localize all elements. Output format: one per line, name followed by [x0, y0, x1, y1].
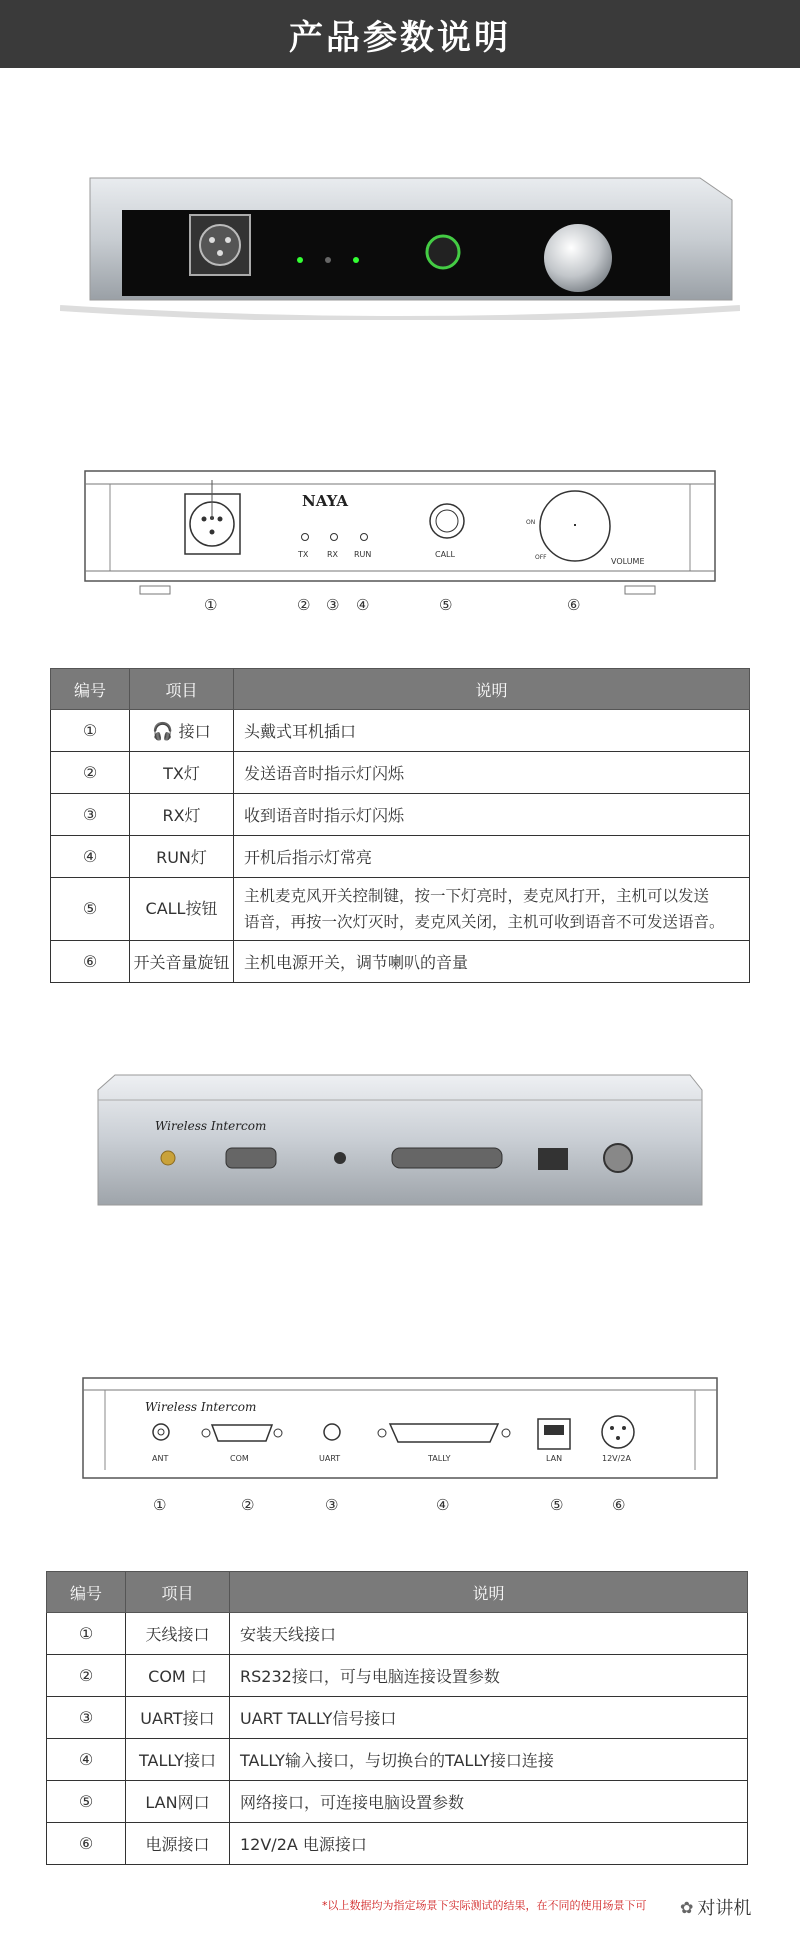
row-item: COM 口	[126, 1655, 230, 1697]
row-desc: 头戴式耳机插口	[234, 710, 750, 752]
front-off-label: OFF	[535, 554, 547, 561]
row-desc: 安装天线接口	[230, 1613, 748, 1655]
row-item	[130, 710, 234, 752]
row-num: ④	[51, 836, 130, 878]
headphone-icon: 🎧	[152, 722, 174, 742]
table-header-row	[51, 669, 750, 710]
row-item: CALL按钮	[130, 878, 234, 941]
wechat-icon: ✿	[680, 1897, 694, 1917]
col-header-item: 项目	[126, 1572, 230, 1613]
front-spec-table	[50, 668, 750, 983]
rear-tally-label: TALLY	[428, 1454, 451, 1463]
table-row	[51, 752, 750, 794]
row-desc: 开机后指示灯常亮	[234, 836, 750, 878]
row-item: 天线接口	[126, 1613, 230, 1655]
table-row	[47, 1823, 748, 1865]
front-call-label: CALL	[435, 550, 455, 559]
rear-ant-label: ANT	[152, 1454, 169, 1463]
watermark-text: 对讲机	[697, 1898, 752, 1919]
front-num-1: ①	[204, 596, 218, 614]
row-num: ⑥	[51, 941, 130, 983]
rear-num-2: ②	[241, 1496, 255, 1514]
front-brand: NAYA	[302, 492, 348, 510]
table-row	[47, 1655, 748, 1697]
row-desc: UART TALLY信号接口	[230, 1697, 748, 1739]
row-item: RX灯	[130, 794, 234, 836]
rear-num-4: ④	[436, 1496, 450, 1514]
row-num: ②	[47, 1655, 126, 1697]
rear-power-label: 12V/2A	[602, 1454, 631, 1463]
rear-lan-label: LAN	[546, 1454, 563, 1463]
front-callout-lines	[0, 480, 800, 520]
row-num: ④	[47, 1739, 126, 1781]
front-run-label: RUN	[354, 550, 372, 559]
table-row	[51, 878, 750, 941]
row-desc: RS232接口，可与电脑连接设置参数	[230, 1655, 748, 1697]
table-row	[47, 1739, 748, 1781]
row-item: 开关音量旋钮	[130, 941, 234, 983]
page-title: 产品参数说明	[289, 17, 511, 58]
front-rx-label: RX	[327, 550, 339, 559]
row-num: ①	[51, 710, 130, 752]
rear-panel-diagram	[80, 1375, 720, 1485]
row-num: ②	[51, 752, 130, 794]
row-num: ⑤	[47, 1781, 126, 1823]
row-desc-line2: 语音，再按一次灯灭时，麦克风关闭，主机可收到语音不可发送语音。	[244, 913, 725, 931]
row-desc: 12V/2A 电源接口	[230, 1823, 748, 1865]
row-item: 电源接口	[126, 1823, 230, 1865]
front-panel-photo	[60, 170, 740, 320]
row-desc: 主机电源开关，调节喇叭的音量	[234, 941, 750, 983]
watermark	[680, 1894, 751, 1920]
front-on-label: ON	[526, 519, 536, 526]
page-header	[0, 0, 800, 68]
row-num: ⑥	[47, 1823, 126, 1865]
row-item: LAN网口	[126, 1781, 230, 1823]
table-row	[47, 1697, 748, 1739]
front-num-6: ⑥	[567, 596, 581, 614]
row-item: RUN灯	[130, 836, 234, 878]
row-item: TX灯	[130, 752, 234, 794]
row-item-label: 接口	[178, 722, 211, 741]
row-num: ①	[47, 1613, 126, 1655]
table-row	[47, 1781, 748, 1823]
table-row	[51, 794, 750, 836]
front-volume-label: VOLUME	[611, 557, 645, 566]
table-row	[51, 710, 750, 752]
rear-photo-brand: Wireless Intercom	[155, 1119, 267, 1133]
rear-uart-label: UART	[319, 1454, 341, 1463]
row-desc-line1: 主机麦克风开关控制键，按一下灯亮时，麦克风打开，主机可以发送	[244, 887, 710, 905]
row-item: TALLY接口	[126, 1739, 230, 1781]
rear-diagram-brand: Wireless Intercom	[145, 1400, 257, 1414]
front-num-4: ④	[356, 596, 370, 614]
table-row	[51, 836, 750, 878]
table-row	[47, 1613, 748, 1655]
rear-num-3: ③	[325, 1496, 339, 1514]
table-row	[51, 941, 750, 983]
table-header-row	[47, 1572, 748, 1613]
col-header-desc: 说明	[234, 669, 750, 710]
row-desc: 网络接口，可连接电脑设置参数	[230, 1781, 748, 1823]
col-header-num: 编号	[51, 669, 130, 710]
front-tx-label: TX	[298, 550, 309, 559]
rear-num-6: ⑥	[612, 1496, 626, 1514]
rear-num-1: ①	[153, 1496, 167, 1514]
rear-panel-photo	[90, 1070, 710, 1220]
row-num: ③	[47, 1697, 126, 1739]
front-num-5: ⑤	[439, 596, 453, 614]
col-header-desc: 说明	[230, 1572, 748, 1613]
rear-com-label: COM	[230, 1454, 249, 1463]
row-desc: 发送语音时指示灯闪烁	[234, 752, 750, 794]
col-header-item: 项目	[130, 669, 234, 710]
col-header-num: 编号	[47, 1572, 126, 1613]
front-num-3: ③	[326, 596, 340, 614]
rear-num-5: ⑤	[550, 1496, 564, 1514]
rear-spec-table	[46, 1571, 748, 1865]
row-desc	[234, 878, 750, 941]
row-num: ⑤	[51, 878, 130, 941]
footnote: *以上数据均为指定场景下实际测试的结果，在不同的使用场景下可	[322, 1899, 647, 1912]
row-num: ③	[51, 794, 130, 836]
row-desc: 收到语音时指示灯闪烁	[234, 794, 750, 836]
front-num-2: ②	[297, 596, 311, 614]
row-item: UART接口	[126, 1697, 230, 1739]
row-desc: TALLY输入接口，与切换台的TALLY接口连接	[230, 1739, 748, 1781]
